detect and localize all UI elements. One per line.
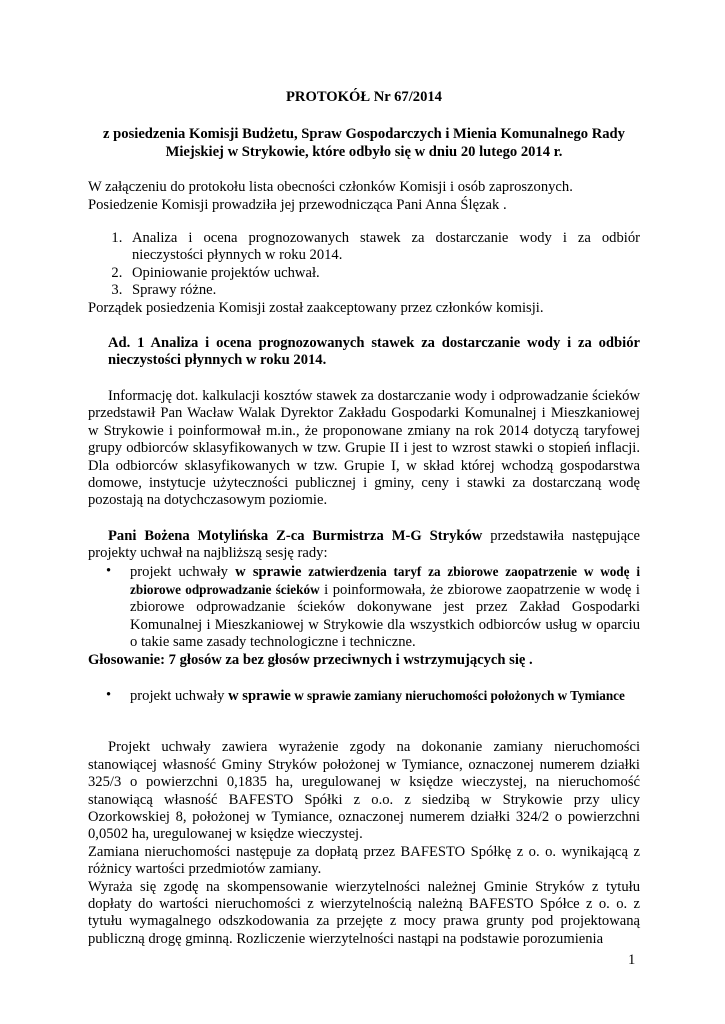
project-item bbox=[126, 563, 640, 652]
projects-intro bbox=[88, 528, 640, 563]
projects-list bbox=[88, 563, 640, 652]
project-bold: w sprawie bbox=[235, 563, 302, 580]
exchange-paragraph-1: Projekt uchwały zawiera wyrażenie zgody na dokonanie zamiany nieruchomości stanowiącej własność Gminy Stryków położonej w Tymiance, oznaczonej numerem działki 325/3 o powierzchni 0,1835 ha, uregulowanej w księdze wieczystej, na nieruchomość stanowiącą własność BAFESTO Spółki z o.o. z siedzibą w Strykowie przy ulicy Ozorkowskiej 8, położonej w Tymiance, oznaczonej numerem działki 324/2 o powierzchni 0,0502 ha, uregulowanej w księdze wieczystej. bbox=[88, 739, 640, 843]
agenda-item: 1. Analiza i ocena prognozowanych stawek za dostarczanie wody i za odbiór nieczystości płynnych w roku 2014. bbox=[126, 230, 640, 265]
project-item bbox=[126, 687, 640, 705]
document-page bbox=[88, 89, 640, 948]
document-subtitle bbox=[88, 126, 640, 161]
project-title: w sprawie zamiany nieruchomości położonych w Tymiance bbox=[290, 687, 625, 703]
exchange-paragraph-2: Zamiana nieruchomości następuje za dopłatą przez BAFESTO Spółkę z o. o. wynikającą z różnicy wartości przedmiotów zamiany. bbox=[88, 843, 640, 878]
presenter-rest: przedstawiła następujące projekty uchwał na najbliższą sesję rady: bbox=[88, 527, 641, 562]
exchange-paragraph-3: Wyraża się zgodę na skompensowanie wierzytelności należnej Gminie Stryków z tytułu dopłaty do wartości nieruchomości z wierzytelnością należną BAFESTO Spółce z o. o. z tytułu wymagalnego odszkodowania za przejęte z mocy prawa grunty pod projektowaną publiczną drogę gminną. Rozliczenie wierzytelności nastąpi na podstawie porozumienia bbox=[88, 878, 640, 947]
agenda-list bbox=[88, 230, 640, 300]
project-title: zatwierdzenia taryf za zbiorowe zaopatrzenie w wodę i zbiorowe odprowadzanie ścieków bbox=[130, 563, 640, 597]
subtitle-line-1: z posiedzenia Komisji Budżetu, Spraw Gospodarczych i Mienia Komunalnego Rady bbox=[103, 126, 625, 143]
presenter-name: Pani Bożena Motylińska Z-ca Burmistrza M-G Stryków bbox=[108, 527, 483, 544]
agenda-item: 3. Sprawy różne. bbox=[126, 282, 640, 299]
project-bold: w sprawie bbox=[228, 687, 291, 704]
document-title: PROTOKÓŁ Nr 67/2014 bbox=[286, 89, 442, 105]
project-prefix: projekt uchwały bbox=[130, 687, 229, 704]
project-description: i poinformowała, że zbiorowe zaopatrzenie w wodę i zbiorowe odprowadzanie ścieków dokonywane jest przez Zakład Gospodarki Komunalnej i Mieszkaniowej w Strykowie dla wszystkich odbiorców usług w oparciu o takie same zasady technologiczne i techniczne. bbox=[130, 581, 640, 651]
project-prefix: projekt uchwały bbox=[130, 563, 236, 580]
subtitle-line-2: Miejskiej w Strykowie, które odbyło się w dniu 20 lutego 2014 r. bbox=[165, 143, 563, 160]
ad1-heading: Ad. 1 Analiza i ocena prognozowanych stawek za dostarczanie wody i za odbiór nieczystości płynnych w roku 2014. bbox=[108, 335, 640, 369]
intro-line-1: W załączeniu do protokołu lista obecności członków Komisji i osób zaproszonych. bbox=[88, 179, 573, 196]
projects-list-2 bbox=[88, 687, 640, 705]
page-number: 1 bbox=[628, 952, 636, 968]
ad1-paragraph: Informację dot. kalkulacji kosztów stawek za dostarczanie wody i odprowadzanie ścieków przedstawił Pan Wacław Walak Dyrektor Zakładu Gospodarki Komunalnej i Mieszkaniowej w Strykowie i poinformował m.in., że proponowane zmiany na rok 2014 dotyczą taryfowej grupy odbiorców sklasyfikowanych w tzw. Grupie II i jest to wzrost stawki o stopień inflacji. Dla odbiorców sklasyfikowanych w tzw. Grupie I, w skład której wchodzą gospodarstwa domowe, instytucje użyteczności publicznej i gminy, ceny i stawki za dostarczaną wodę pozostają na dotychczasowym poziomie. bbox=[88, 387, 640, 509]
intro-line-2: Posiedzenie Komisji prowadziła jej przewodnicząca Pani Anna Ślęzak . bbox=[88, 196, 507, 213]
agenda-item: 2. Opiniowanie projektów uchwał. bbox=[126, 265, 640, 282]
agenda-accepted: Porządek posiedzenia Komisji został zaakceptowany przez członków komisji. bbox=[88, 299, 544, 316]
vote-result: Głosowanie: 7 głosów za bez głosów przeciwnych i wstrzymujących się . bbox=[88, 651, 533, 668]
